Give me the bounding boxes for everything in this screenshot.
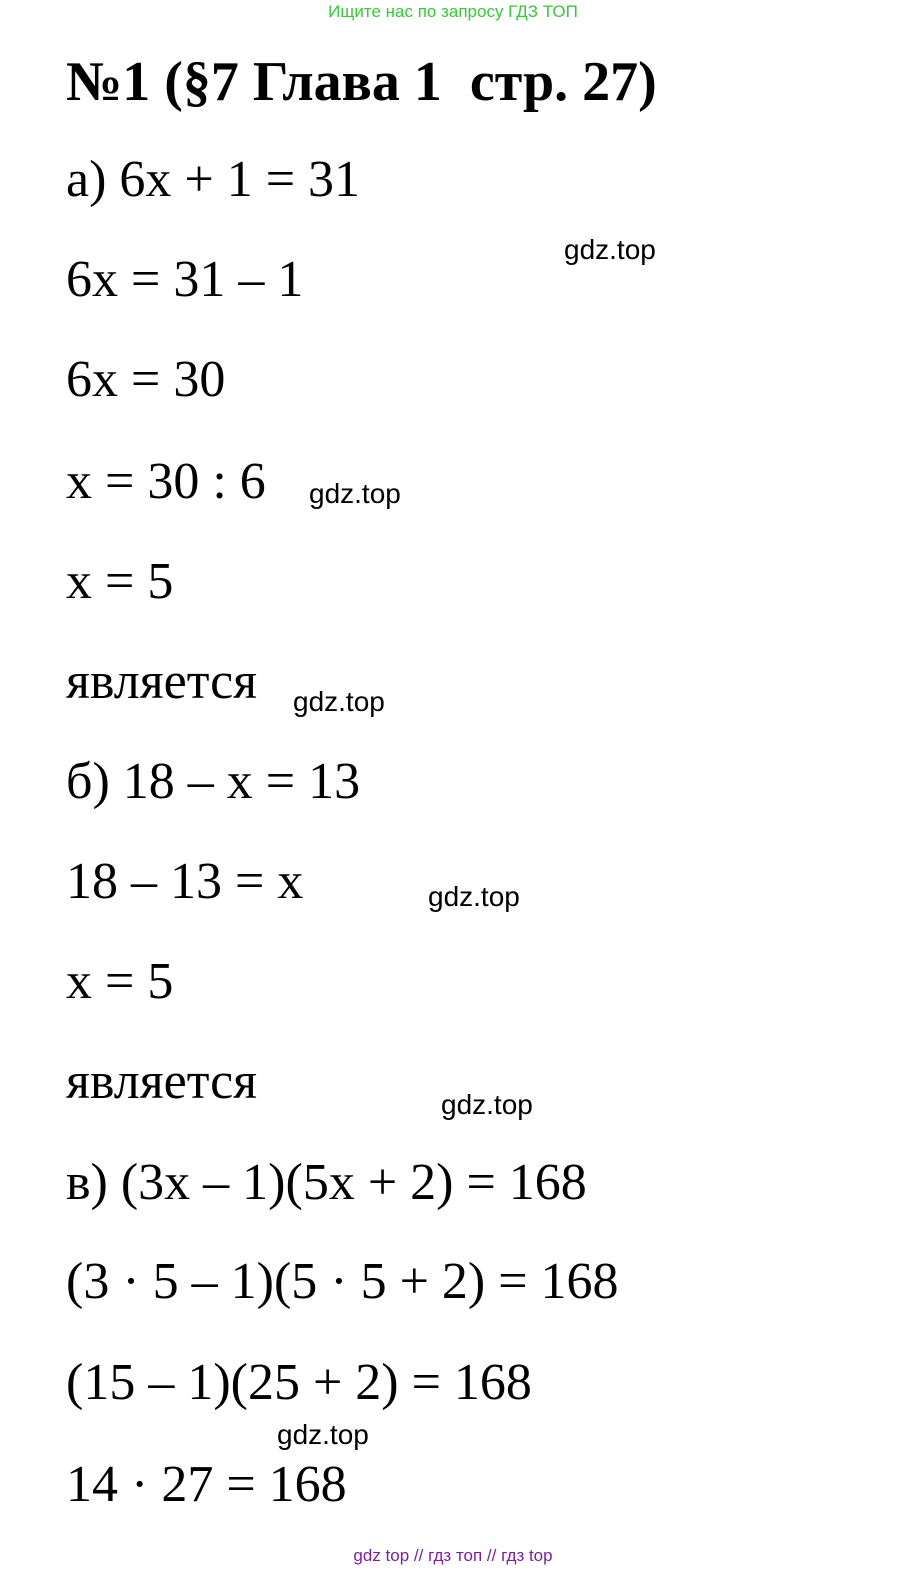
watermark: gdz.top xyxy=(309,478,401,509)
solution-line: 18 – 13 = х xyxy=(66,853,304,910)
watermark: gdz.top xyxy=(428,881,520,912)
solution-line-c: в) (3х – 1)(5х + 2) = 168 xyxy=(66,1154,587,1211)
solution-line-a: а) 6х + 1 = 31 xyxy=(66,151,361,208)
page-title: №1 (§7 Глава 1 стр. 27) xyxy=(66,51,657,113)
solution-line: 6х = 30 xyxy=(66,351,226,408)
solution-line-b: б) 18 – х = 13 xyxy=(66,753,361,810)
solution-line: является xyxy=(66,653,258,710)
solution-line: 6х = 31 – 1 xyxy=(66,251,304,308)
solution-line: 14 · 27 = 168 xyxy=(66,1456,347,1513)
solution-line: (15 – 1)(25 + 2) = 168 xyxy=(66,1354,532,1411)
watermark: gdz.top xyxy=(277,1419,369,1450)
solution-line: х = 5 xyxy=(66,553,174,610)
watermark: gdz.top xyxy=(293,686,385,717)
solution-line: х = 30 : 6 xyxy=(66,453,266,510)
watermark: gdz.top xyxy=(441,1089,533,1120)
solution-line: является xyxy=(66,1053,258,1110)
watermark: gdz.top xyxy=(564,234,656,265)
solution-line: х = 5 xyxy=(66,953,174,1010)
solution-line: (3 · 5 – 1)(5 · 5 + 2) = 168 xyxy=(66,1253,619,1310)
top-banner: Ищите нас по запросу ГДЗ ТОП xyxy=(328,2,578,21)
footer-text: gdz top // гдз топ // гдз top xyxy=(353,1546,553,1565)
